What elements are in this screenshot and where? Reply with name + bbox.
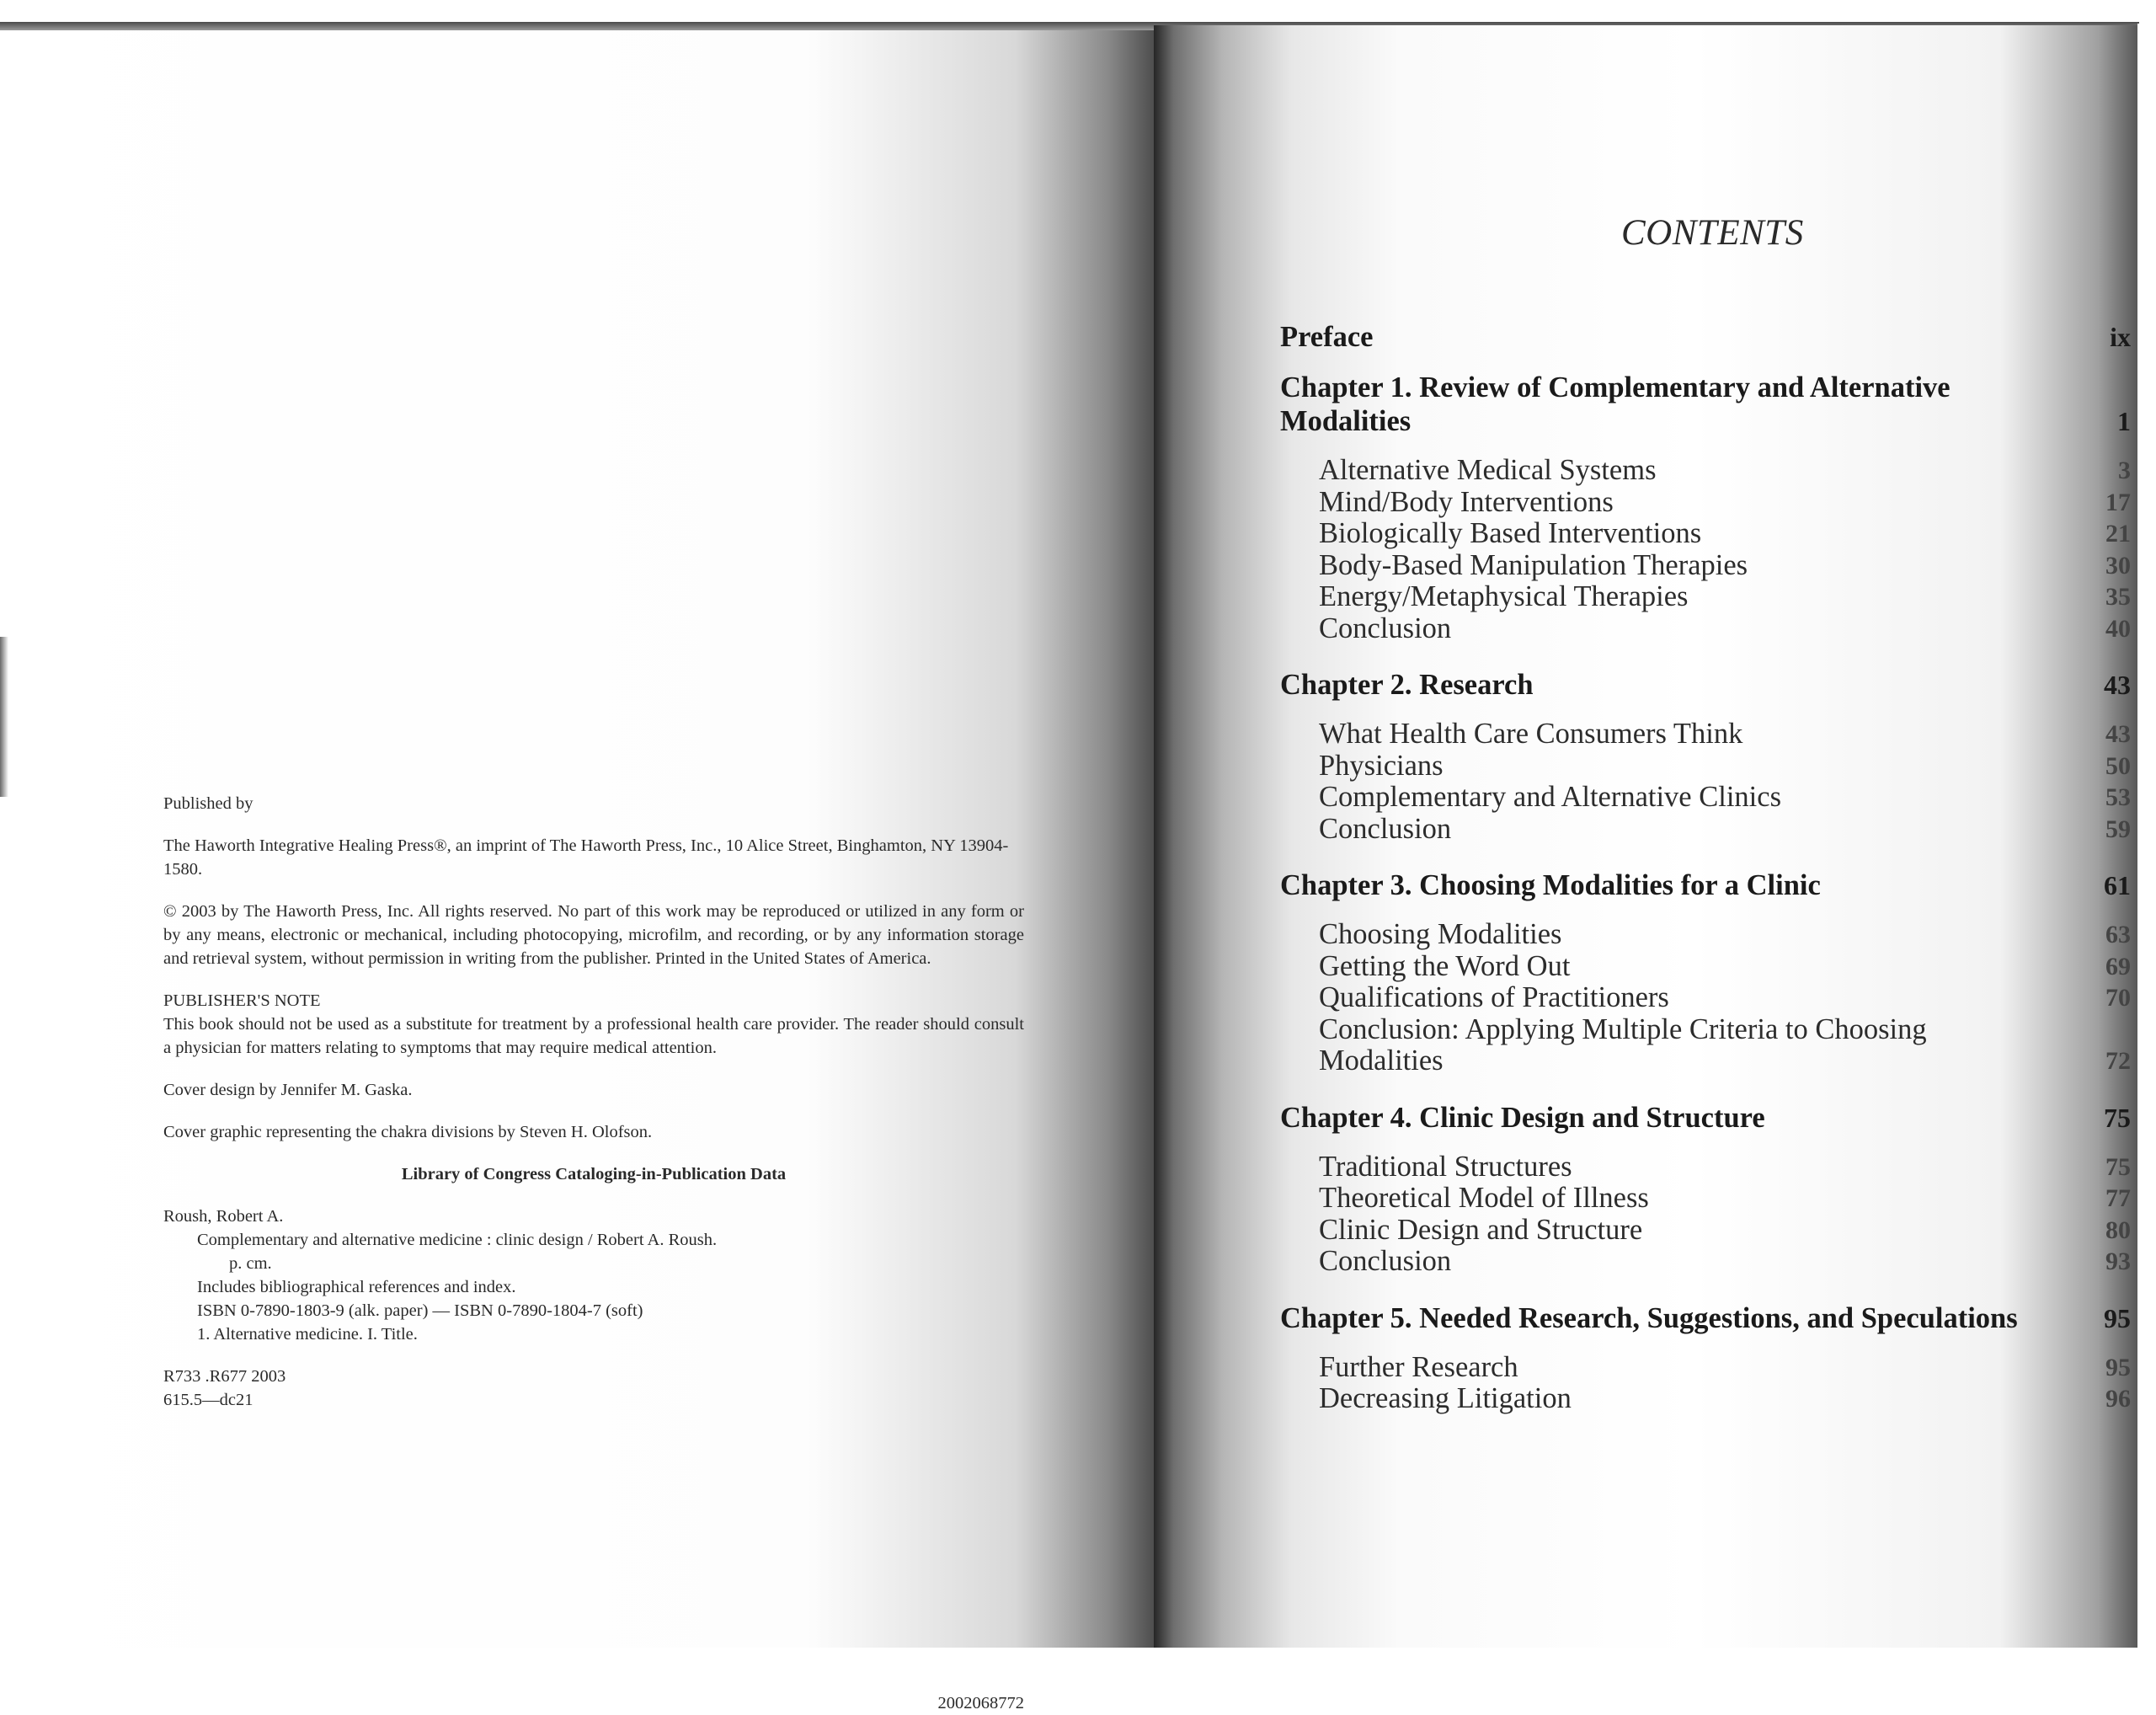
cip-subject: 1. Alternative medicine. I. Title. — [197, 1325, 418, 1344]
toc-section-title: Conclusion — [1319, 612, 1452, 644]
page-edge-shadow — [0, 637, 8, 797]
toc-section-page: 53 — [2105, 783, 2131, 811]
toc-section-title: Conclusion — [1319, 812, 1452, 845]
cover-design-credit: Cover design by Jennifer M. Gaska. — [163, 1081, 413, 1099]
toc-section — [1280, 487, 2131, 519]
toc-section-page: 50 — [2105, 751, 2131, 780]
toc-section-title: Choosing Modalities — [1319, 918, 1562, 950]
toc-chapter-page: 95 — [2104, 1302, 2131, 1333]
scan-right-margin — [2137, 24, 2156, 1649]
toc-section — [1280, 1151, 2131, 1183]
toc-section-title: Complementary and Alternative Clinics — [1319, 781, 1782, 813]
toc-section — [1280, 1014, 2131, 1077]
toc-section-page: 40 — [2105, 614, 2131, 643]
toc-section-page: 59 — [2105, 815, 2131, 843]
toc-chapter — [1280, 371, 2131, 438]
lccn: 2002068772 — [937, 1694, 1024, 1712]
toc-section-page: 80 — [2105, 1215, 2131, 1244]
toc-section-title: Biologically Based Interventions — [1319, 517, 1702, 549]
toc-section-title: Clinic Design and Structure — [1319, 1213, 1643, 1246]
toc-section-page: 93 — [2105, 1248, 2131, 1275]
toc-section-page: 35 — [2105, 583, 2131, 611]
copyright-notice: © 2003 by The Haworth Press, Inc. All rights reserved. No part of this work may be reproduced or utilized in any form or by any means, electronic or mechanical, including photocopying, microfilm, and recording, or by any information storage and retrieval system, without permission in writing from the publisher. Printed in the United States of America. — [163, 902, 1024, 968]
toc-preface — [1280, 320, 2131, 354]
toc-section-page: 21 — [2105, 520, 2131, 548]
toc-section-title: Alternative Medical Systems — [1319, 454, 1657, 486]
toc-section-title: Getting the Word Out — [1319, 949, 1571, 982]
toc-section-title: Qualifications of Practitioners — [1319, 981, 1669, 1013]
toc-section-page: 75 — [2105, 1152, 2131, 1181]
cip-heading: Library of Congress Cataloging-in-Publication Data — [401, 1165, 787, 1183]
toc-section — [1280, 1352, 2131, 1384]
cip-isbn: ISBN 0-7890-1803-9 (alk. paper) — ISBN 0-7890-1804-7 (soft) — [197, 1301, 643, 1320]
toc-section — [1280, 951, 2131, 983]
toc-section — [1280, 751, 2131, 783]
toc-section — [1280, 613, 2131, 645]
dewey-number: 615.5—dc21 — [163, 1391, 253, 1409]
toc-chapter — [1280, 868, 2131, 902]
toc-section-title: Body-Based Manipulation Therapies — [1319, 548, 1748, 581]
toc-section-title: Conclusion: Applying Multiple Criteria to Choosing Modalities — [1319, 1012, 1927, 1077]
toc-section-page: 30 — [2105, 551, 2131, 580]
publisher-address: The Haworth Integrative Healing Press®, an imprint of The Haworth Press, Inc., 10 Alice Street, Binghamton, NY 13904-1580. — [163, 836, 1009, 879]
toc-section-page: 63 — [2105, 921, 2131, 948]
toc-section — [1280, 719, 2131, 751]
toc-section-page: 17 — [2105, 488, 2131, 516]
toc-section-page: 96 — [2105, 1385, 2131, 1413]
toc-preface-label: Preface — [1280, 321, 1374, 353]
toc-section — [1280, 550, 2131, 582]
toc-chapter-title: Chapter 2. Research — [1280, 669, 1534, 701]
cip-title: Complementary and alternative medicine : clinic design / Robert A. Roush. — [197, 1231, 718, 1249]
toc-section — [1280, 1183, 2131, 1215]
contents-title: CONTENTS — [1621, 213, 1804, 253]
toc-chapter-page: 43 — [2104, 670, 2131, 700]
toc-chapter-title: Chapter 5. Needed Research, Suggestions, and Speculations — [1280, 1301, 2018, 1334]
toc-section-title: Physicians — [1319, 749, 1444, 782]
toc-chapter-title: Chapter 3. Choosing Modalities for a Clinic — [1280, 869, 1821, 901]
toc-chapter-page: 1 — [2117, 406, 2131, 436]
toc-section-page: 3 — [2118, 457, 2131, 484]
copyright-block — [163, 792, 1024, 1712]
toc-section-page: 72 — [2105, 1047, 2131, 1075]
toc-section — [1280, 782, 2131, 814]
toc-section-title: Mind/Body Interventions — [1319, 485, 1614, 518]
toc-section-title: What Health Care Consumers Think — [1319, 718, 1743, 750]
toc-chapter-title: Chapter 4. Clinic Design and Structure — [1280, 1101, 1765, 1134]
toc-section-page: 43 — [2105, 720, 2131, 748]
published-by-label: Published by — [163, 794, 253, 813]
toc-section — [1280, 1383, 2131, 1415]
toc-section — [1280, 1246, 2131, 1278]
toc-section-title: Theoretical Model of Illness — [1319, 1182, 1649, 1214]
toc-section-title: Traditional Structures — [1319, 1150, 1572, 1183]
toc-section — [1280, 814, 2131, 846]
toc-preface-page: ix — [2110, 322, 2131, 352]
toc-section-page: 70 — [2105, 984, 2131, 1012]
table-of-contents — [1280, 320, 2131, 1439]
call-number: R733 .R677 2003 — [163, 1367, 286, 1386]
toc-section-title: Decreasing Litigation — [1319, 1382, 1572, 1414]
publishers-note-body: This book should not be used as a substitute for treatment by a professional health care provider. The reader should consult a physician for matters relating to symptoms that may require medical attention. — [163, 1015, 1024, 1057]
toc-chapter-title: Chapter 1. Review of Complementary and Alternative Modalities — [1280, 371, 1951, 437]
toc-chapter — [1280, 668, 2131, 702]
toc-section — [1280, 581, 2131, 613]
toc-section — [1280, 982, 2131, 1014]
cip-pcm: p. cm. — [229, 1254, 272, 1273]
toc-chapter — [1280, 1301, 2131, 1335]
publishers-note-heading: PUBLISHER'S NOTE — [163, 991, 321, 1010]
toc-section-page: 69 — [2105, 952, 2131, 980]
toc-section — [1280, 518, 2131, 550]
toc-section — [1280, 455, 2131, 487]
toc-chapter-page: 61 — [2104, 870, 2131, 900]
toc-section-page: 77 — [2105, 1184, 2131, 1212]
toc-chapter-page: 75 — [2104, 1102, 2131, 1133]
toc-section-title: Further Research — [1319, 1350, 1518, 1383]
cover-graphic-credit: Cover graphic representing the chakra divisions by Steven H. Olofson. — [163, 1123, 653, 1141]
toc-section — [1280, 919, 2131, 951]
cip-author: Roush, Robert A. — [163, 1207, 284, 1226]
toc-section-page: 95 — [2105, 1353, 2131, 1381]
cip-includes: Includes bibliographical references and index. — [197, 1278, 516, 1296]
toc-section — [1280, 1215, 2131, 1247]
toc-section-title: Conclusion — [1319, 1245, 1452, 1277]
toc-chapter — [1280, 1101, 2131, 1135]
toc-section-title: Energy/Metaphysical Therapies — [1319, 580, 1689, 612]
